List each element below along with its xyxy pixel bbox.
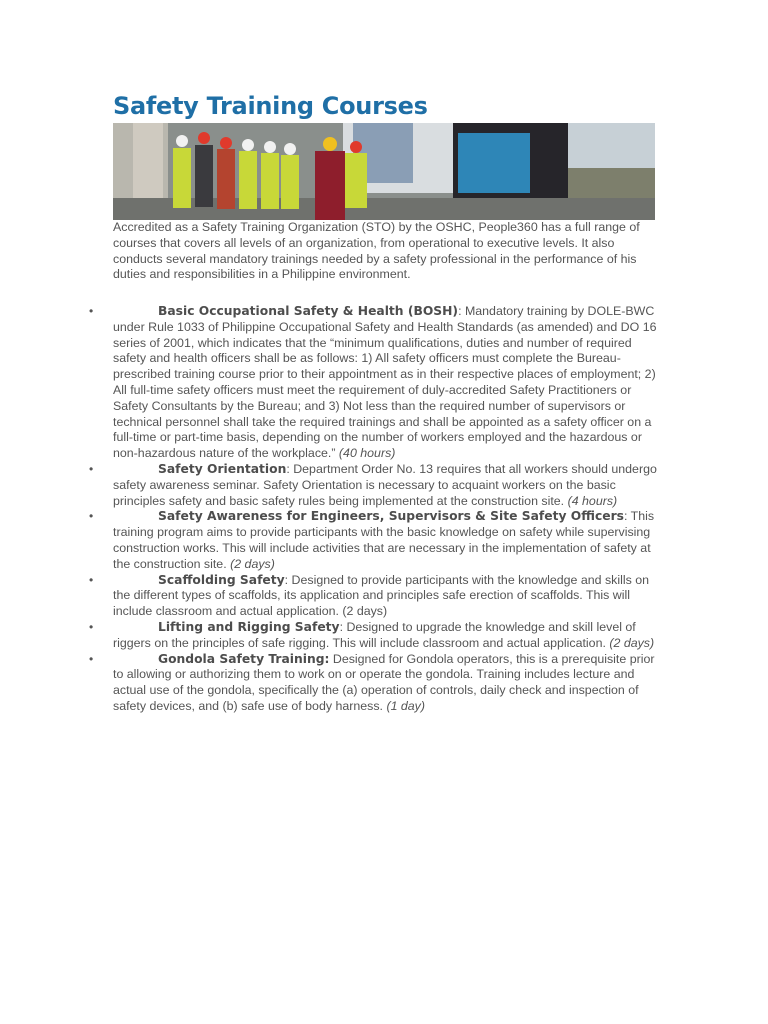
course-item-gondola-safety — [0, 652, 658, 715]
course-item-safety-awareness — [0, 509, 658, 572]
bullet-icon: • — [89, 651, 94, 666]
course-name: Scaffolding Safety — [158, 572, 285, 587]
course-description: : Mandatory training by DOLE-BWC under Rule 1033 of Philippine Occupational Safety and Health Standards (as amended) and DO 16 series of 2001, which indicates that the “minimum qualifications, duties and number of required safety and health officers shall be as follows: 1) All safety officers must complete the Bureau-prescribed training course prior to their appointment as in their respective places of employment; 2) All full-time safety officers must meet the requirement of duly-accredited Safety Practitioners or Safety Consultants by the Bureau; and 3) Not less than the required number of supervisors or technical personnel shall take the required trainings and shall be appointed as a safety officer on a full-time or part-time basis, depending on the number of workers employed and the hazardous or non-hazardous nature of the workplace.” — [113, 304, 657, 461]
bullet-icon: • — [89, 619, 94, 634]
course-name: Gondola Safety Training: — [158, 651, 330, 666]
course-duration: (2 days) — [609, 635, 655, 650]
course-description: : This training program aims to provide participants with the basic knowledge on safety while supervising construction works. This will include activities that are necessary in the implementation of safety at the construction site. — [113, 509, 655, 571]
course-item-bosh — [0, 304, 658, 462]
course-item-safety-orientation — [0, 462, 658, 509]
course-name: Basic Occupational Safety & Health (BOSH) — [158, 304, 459, 318]
page-title: Safety Training Courses — [113, 92, 428, 120]
course-name: Lifting and Rigging Safety — [158, 619, 340, 634]
course-description: : Department Order No. 13 requires that all workers should undergo safety awareness seminar. Safety Orientation is necessary to acquaint workers on the basic principles safety and basic safety rules being implemented at the construction site. — [113, 461, 657, 508]
course-description: : Designed to provide participants with the knowledge and skills on the different types of scaffolds, its application and principles safe erection of scaffolds. This will include classroom and actual application. (2 days) — [113, 572, 650, 619]
safety-training-photo — [113, 123, 655, 220]
bullet-icon: • — [89, 304, 94, 318]
course-name: Safety Awareness for Engineers, Supervisors & Site Safety Officers — [158, 509, 624, 524]
bullet-icon: • — [89, 509, 94, 524]
course-description: Designed for Gondola operators, this is a prerequisite prior to allowing or authorizing them to work on or operate the gondola. Training includes lecture and actual use of the gondola, specifically the (a) operation of controls, daily check and inspection of safety devices, and (b) safe use of body harness. — [113, 651, 655, 713]
course-item-lifting-rigging — [0, 620, 658, 652]
course-duration: (1 day) — [386, 698, 426, 713]
course-duration: (2 days) — [230, 556, 275, 571]
course-description: : Designed to upgrade the knowledge and skill level of riggers on the principles of safe rigging. This will include classroom and actual application. — [113, 619, 636, 650]
course-name: Safety Orientation — [158, 461, 287, 476]
course-list — [0, 304, 768, 715]
bullet-icon: • — [89, 572, 94, 587]
course-duration: (4 hours) — [567, 493, 618, 508]
course-item-scaffolding-safety — [0, 573, 658, 620]
intro-paragraph: Accredited as a Safety Training Organization (STO) by the OSHC, People360 has a full range of courses that covers all levels of an organization, from operational to executive levels. It also conducts several mandatory trainings needed by a safety professional in the performance of his duties and responsibilities in a Philippine environment. — [113, 220, 640, 282]
bullet-icon: • — [89, 461, 94, 476]
course-duration: (40 hours) — [338, 446, 396, 461]
